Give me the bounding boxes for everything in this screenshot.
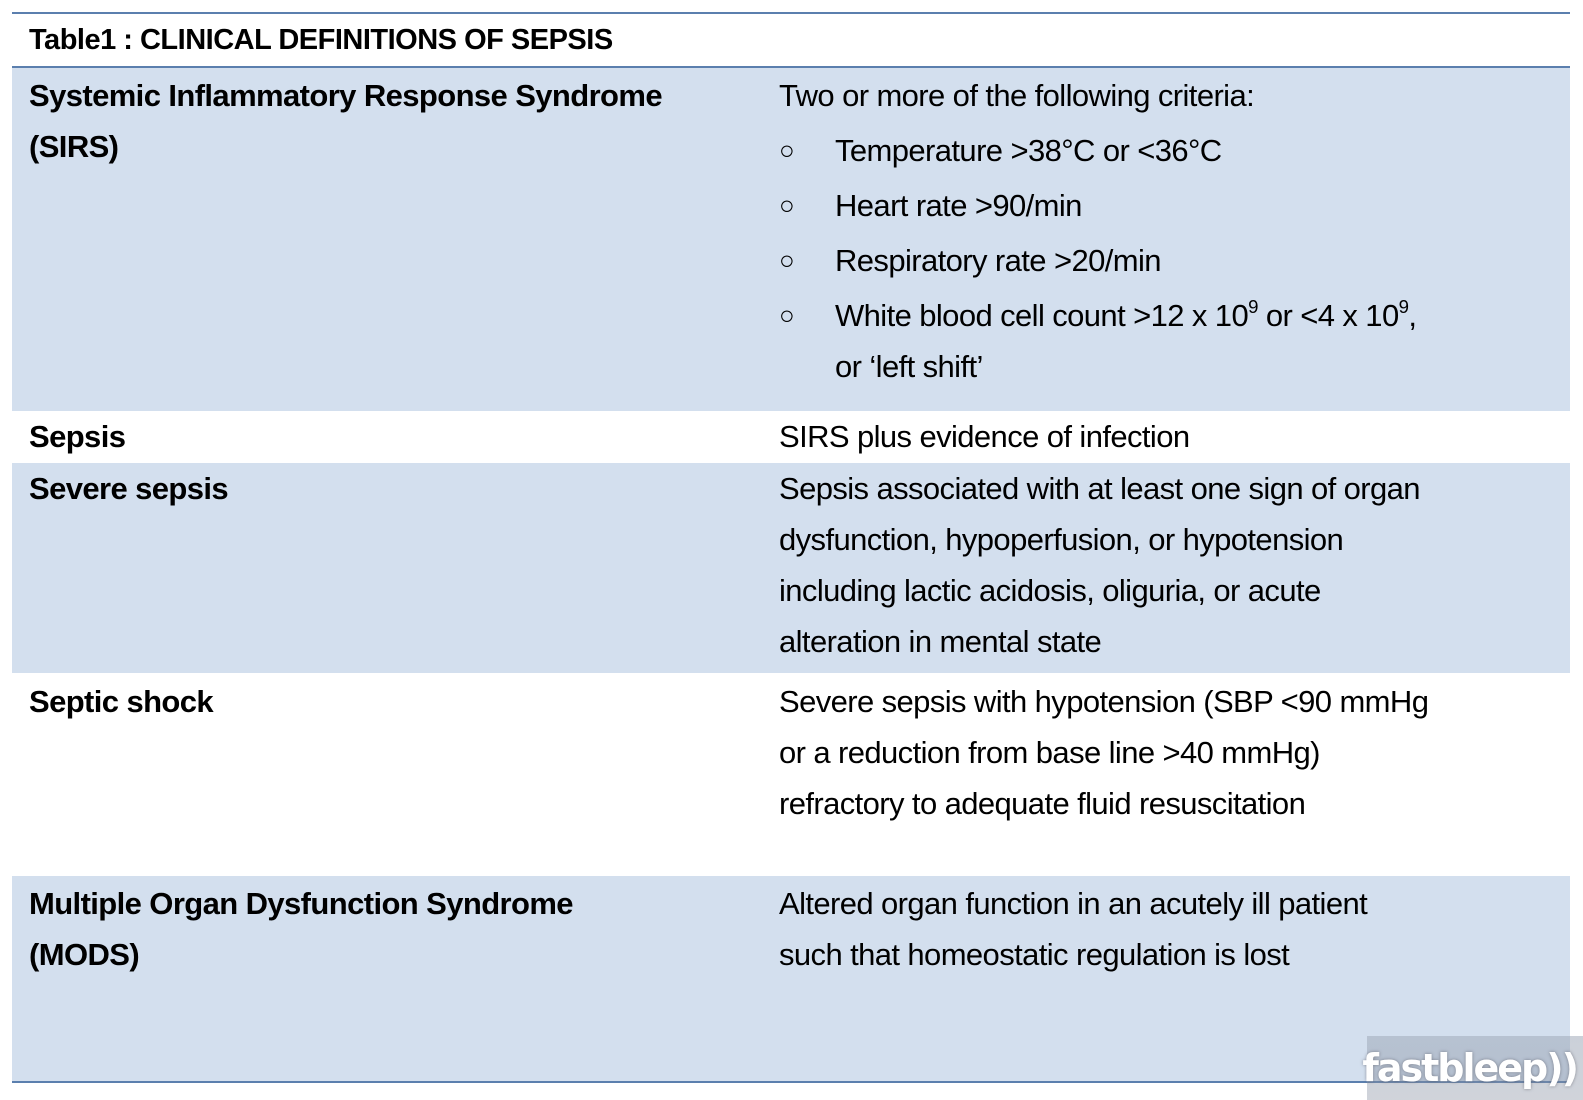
criterion-text: Respiratory rate >20/min bbox=[835, 243, 1161, 278]
definition-line: alteration in mental state bbox=[779, 624, 1102, 659]
list-item bbox=[779, 180, 1530, 231]
definitions-table bbox=[12, 12, 1570, 1083]
watermark-text: fastbleep)) bbox=[1362, 1046, 1577, 1090]
term-cell bbox=[12, 676, 779, 876]
definition-line: or a reduction from base line >40 mmHg) bbox=[779, 735, 1320, 770]
term-cell bbox=[12, 878, 779, 1081]
circle-bullet-icon: ○ bbox=[779, 190, 795, 220]
definition-line: Sepsis associated with at least one sign of organ bbox=[779, 471, 1420, 506]
list-item bbox=[779, 235, 1530, 286]
term-text-abbrev: (MODS) bbox=[29, 937, 140, 972]
definition-cell bbox=[779, 676, 1570, 876]
definition-line: refractory to adequate fluid resuscitation bbox=[779, 786, 1306, 821]
fastbleep-watermark-logo bbox=[1362, 1036, 1583, 1100]
table-title: Table1 : CLINICAL DEFINITIONS OF SEPSIS bbox=[29, 23, 613, 56]
term-text: Multiple Organ Dysfunction Syndrome bbox=[29, 886, 573, 921]
criterion-text: White blood cell count >12 x $10^9$ or <4 x $10^9$, or ‘left shift’ bbox=[835, 295, 1417, 384]
definition-cell bbox=[779, 463, 1570, 673]
table-bottom-rule bbox=[12, 1081, 1570, 1083]
table-row-septic-shock bbox=[12, 673, 1570, 876]
circle-bullet-icon: ○ bbox=[779, 135, 795, 165]
table-row-sepsis bbox=[12, 411, 1570, 463]
definition-line: including lactic acidosis, oliguria, or acute bbox=[779, 573, 1321, 608]
definition-text: SIRS plus evidence of infection bbox=[779, 419, 1190, 454]
definition-cell bbox=[779, 411, 1570, 463]
circle-bullet-icon: ○ bbox=[779, 300, 795, 330]
criteria-list bbox=[779, 125, 1530, 392]
term-text-abbrev: (SIRS) bbox=[29, 129, 119, 164]
term-text: Septic shock bbox=[29, 684, 214, 719]
list-item bbox=[779, 125, 1530, 176]
definition-line: Severe sepsis with hypotension (SBP <90 mmHg bbox=[779, 684, 1429, 719]
term-text: Sepsis bbox=[29, 419, 126, 454]
list-item bbox=[779, 290, 1530, 392]
term-text: Severe sepsis bbox=[29, 471, 229, 506]
criterion-text: Heart rate >90/min bbox=[835, 188, 1082, 223]
definition-line: dysfunction, hypoperfusion, or hypotension bbox=[779, 522, 1344, 557]
table-row-sirs bbox=[12, 68, 1570, 411]
criterion-text: Temperature >38°C or <36°C bbox=[835, 133, 1222, 168]
term-text: Systemic Inflammatory Response Syndrome bbox=[29, 78, 662, 113]
circle-bullet-icon: ○ bbox=[779, 245, 795, 275]
table-row-mods bbox=[12, 876, 1570, 1081]
term-cell bbox=[12, 463, 779, 673]
definition-line: Altered organ function in an acutely ill patient bbox=[779, 886, 1368, 921]
term-cell bbox=[12, 411, 779, 463]
definition-cell bbox=[779, 70, 1570, 411]
term-cell bbox=[12, 70, 779, 411]
table-row-severe-sepsis bbox=[12, 463, 1570, 673]
definition-intro: Two or more of the following criteria: bbox=[779, 78, 1255, 113]
definition-line: such that homeostatic regulation is lost bbox=[779, 937, 1290, 972]
